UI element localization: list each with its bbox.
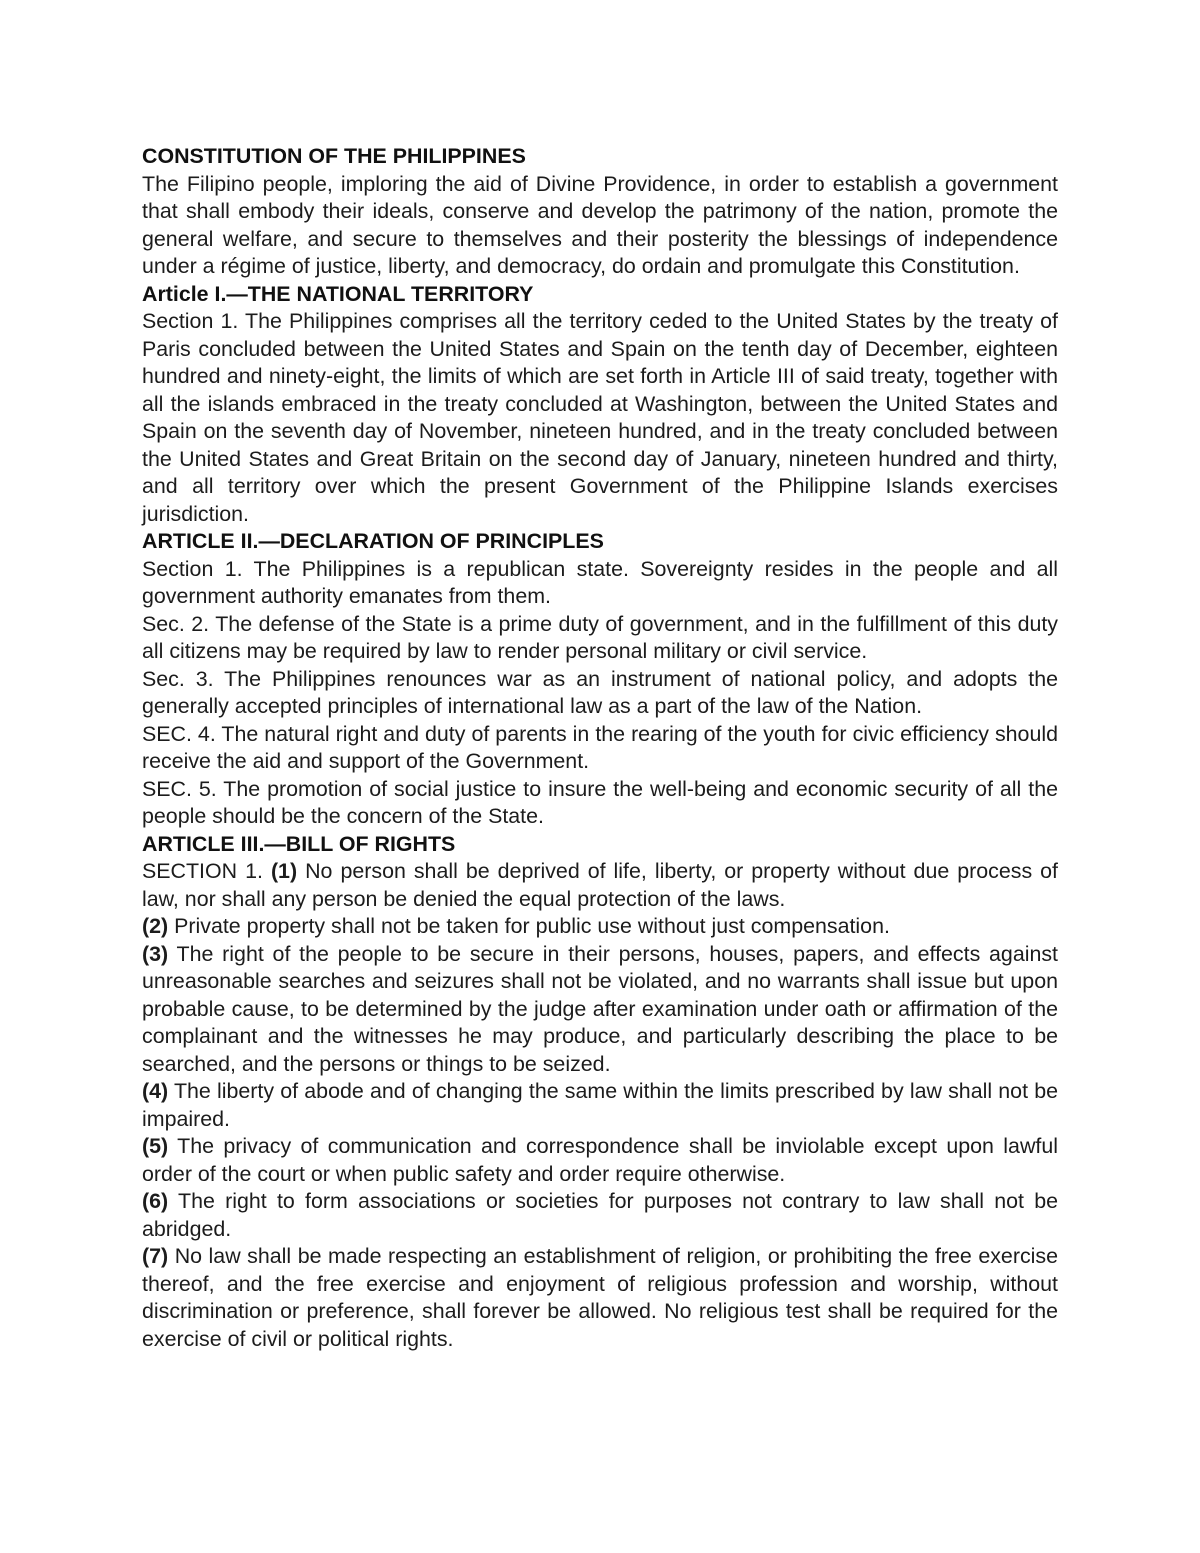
document-page xyxy=(142,143,1058,1353)
clause-text: No law shall be made respecting an establishment of religion, or prohibiting the free exercise thereof, and the free exercise and enjoyment of religious profession and worship, without discrimination or preference, shall forever be allowed. No religious test shall be required for the exercise of civil or political rights. xyxy=(142,1244,1058,1351)
clause-text: The right to form associations or societies for purposes not contrary to law shall not be abridged. xyxy=(142,1189,1058,1241)
article-2-section-4: SEC. 4. The natural right and duty of parents in the rearing of the youth for civic efficiency should receive the aid and support of the Government. xyxy=(142,721,1058,773)
article-3-clause-6 xyxy=(142,1188,1058,1243)
article-1-section-1: Section 1. The Philippines comprises all the territory ceded to the United States by the treaty of Paris concluded between the United States and Spain on the tenth day of December, eighteen hundred and ninety-eight, the limits of which are set forth in Article III of said treaty, together with all the islands embraced in the treaty concluded at Washington, between the United States and Spain on the seventh day of November, nineteen hundred, and in the treaty concluded between the United States and Great Britain on the second day of January, nineteen hundred and thirty, and all territory over which the present Government of the Philippine Islands exercises jurisdiction. xyxy=(142,309,1058,526)
clause-text: No person shall be deprived of life, liberty, or property without due process of law, nor shall any person be denied the equal protection of the laws. xyxy=(142,859,1058,911)
clause-number: (5) xyxy=(142,1134,169,1158)
article-2-section-5: SEC. 5. The promotion of social justice to insure the well-being and economic security of all the people should be the concern of the State. xyxy=(142,776,1058,828)
clause-text: The right of the people to be secure in their persons, houses, papers, and effects against unreasonable searches and seizures shall not be violated, and no warrants shall issue but upon probable cause, to be determined by the judge after examination under oath or affirmation of the complainant and the witnesses he may produce, and particularly describing the place to be searched, and the persons or things to be seized. xyxy=(142,941,1059,1076)
article-1-heading: Article I.—THE NATIONAL TERRITORY xyxy=(142,281,534,306)
article-3-clause-2 xyxy=(142,913,1058,941)
clause-number: (2) xyxy=(142,914,169,938)
clause-number: (7) xyxy=(142,1244,169,1268)
clause-text: Private property shall not be taken for public use without just compensation. xyxy=(174,914,890,938)
clause-number: (4) xyxy=(142,1079,169,1103)
article-3-clause-4 xyxy=(142,1078,1058,1133)
article-3-clause-1 xyxy=(142,858,1058,913)
document-title: CONSTITUTION OF THE PHILIPPINES xyxy=(142,144,526,168)
clause-number: (6) xyxy=(142,1189,169,1213)
article-3-heading: ARTICLE III.—BILL OF RIGHTS xyxy=(142,831,456,856)
clause-number: (3) xyxy=(142,941,169,966)
article-3-clause-7 xyxy=(142,1243,1058,1353)
section-1-label: SECTION 1. xyxy=(142,859,263,883)
clause-number: (1) xyxy=(270,859,298,883)
clause-text: The liberty of abode and of changing the same within the limits prescribed by law shall not be impaired. xyxy=(142,1079,1059,1131)
article-2-heading: ARTICLE II.—DECLARATION OF PRINCIPLES xyxy=(142,529,604,553)
article-2-section-2: Sec. 2. The defense of the State is a prime duty of government, and in the fulfillment of this duty all citizens may be required by law to render personal military or civil service. xyxy=(142,611,1058,663)
article-2-section-1: Section 1. The Philippines is a republican state. Sovereignty resides in the people and all government authority emanates from them. xyxy=(142,556,1058,608)
article-2-section-3: Sec. 3. The Philippines renounces war as an instrument of national policy, and adopts the generally accepted principles of international law as a part of the law of the Nation. xyxy=(142,666,1058,718)
preamble: The Filipino people, imploring the aid of Divine Providence, in order to establish a government that shall embody their ideals, conserve and develop the patrimony of the nation, promote the general welfare, and secure to themselves and their posterity the blessings of independence under a régime of justice, liberty, and democracy, do ordain and promulgate this Constitution. xyxy=(142,171,1058,278)
article-3-clause-3 xyxy=(142,941,1058,1079)
clause-text: The privacy of communication and correspondence shall be inviolable except upon lawful order of the court or when public safety and order require otherwise. xyxy=(142,1134,1058,1186)
article-3-clause-5 xyxy=(142,1133,1058,1188)
